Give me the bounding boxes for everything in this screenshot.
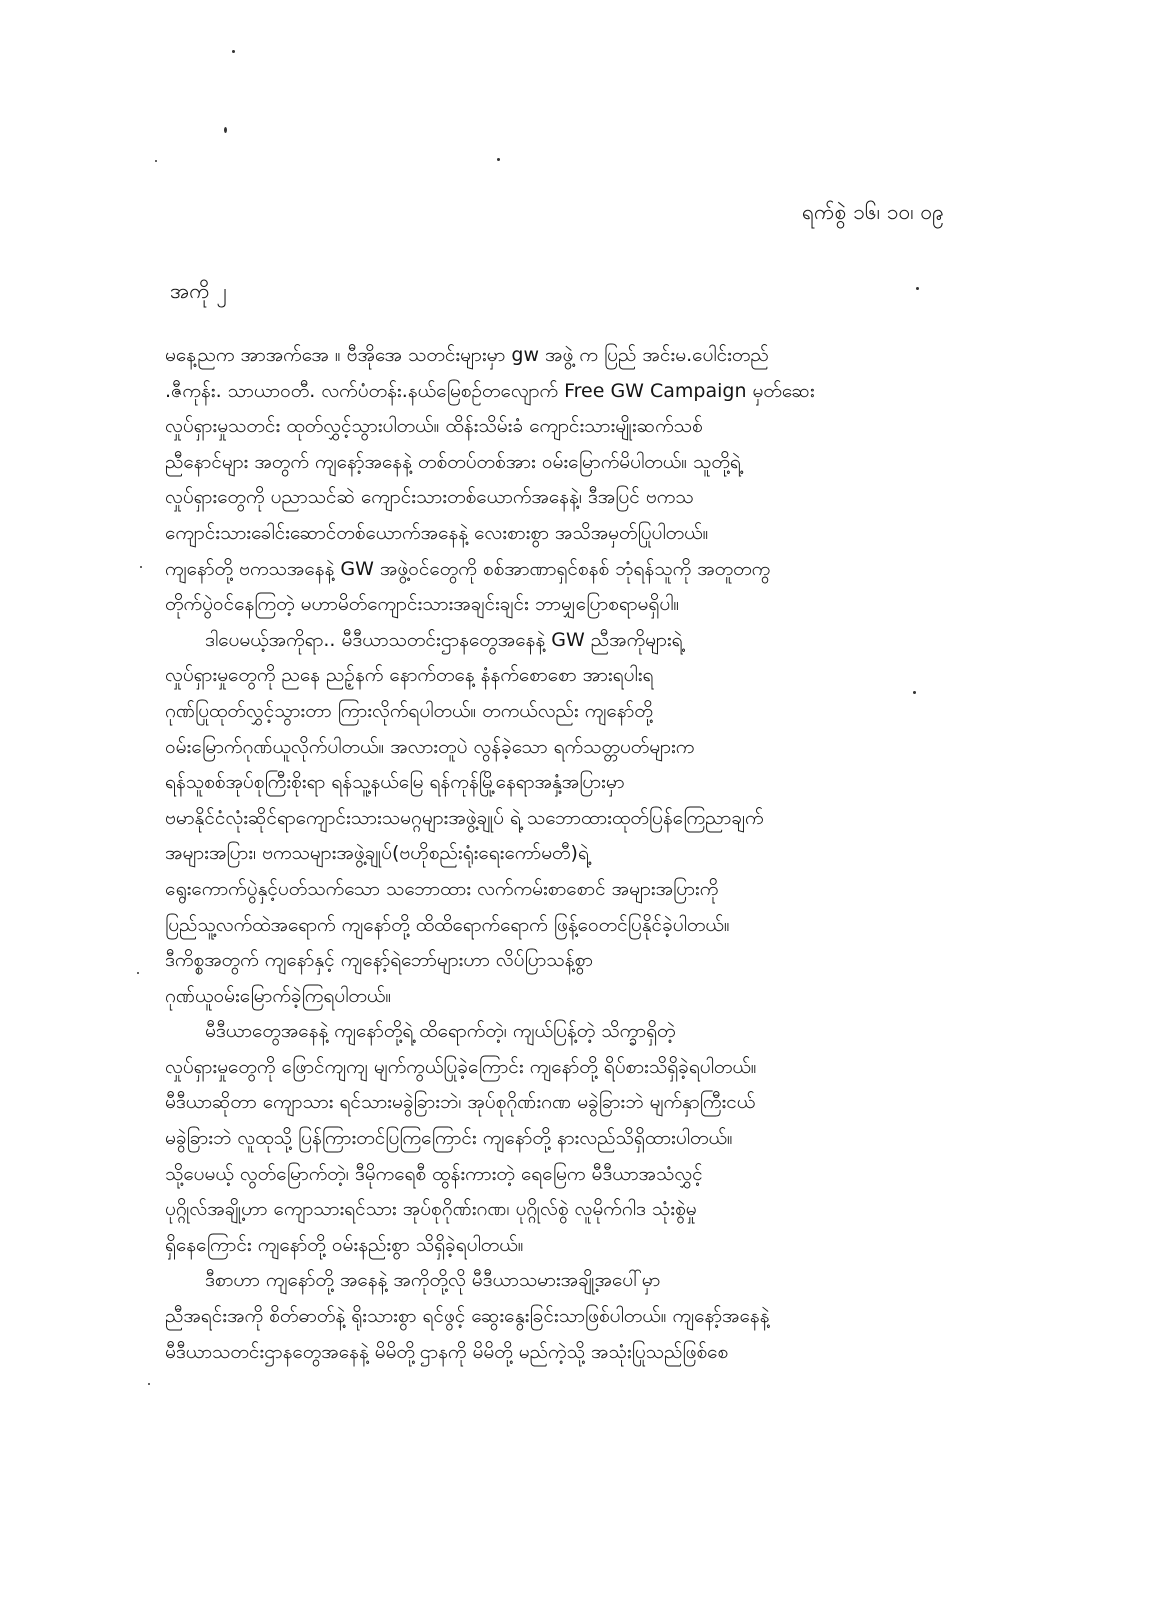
letter-line: တိုက်ပွဲဝင်နေကြတဲ့ မဟာမိတ်ကျောင်းသားအချင်းချင်း ဘာမျှပြောစရာမရှိပါ။ — [165, 593, 680, 616]
scan-speck — [137, 972, 139, 974]
letter-line: အများအပြား၊ ဗကသများအဖွဲ့ချုပ်(ဗဟိုစည်းရုံးရေးကော်မတီ)ရဲ့ — [165, 842, 589, 865]
letter-line: ဂုဏ်ပြုထုတ်လွှင့်သွားတာ ကြားလိုက်ရပါတယ်။ တကယ်လည်း ကျနော်တို့ — [165, 699, 653, 722]
scan-speck — [224, 127, 227, 133]
letter-line: ရန်သူစစ်အုပ်စုကြီးစိုးရာ ရန်သူ့နယ်မြေ ရန်ကုန်မြို့နေရာအနှံ့အပြားမှာ — [165, 771, 625, 794]
letter-line: ဒါပေမယ့်အကိုရာ.. မီဒီယာသတင်းဌာနတွေအနေနဲ့ GW ညီအကိုများရဲ့ — [205, 628, 683, 651]
letter-line: ဒီစာဟာ ကျနော်တို့ အနေနဲ့ အကိုတို့လို မီဒီယာသမားအချို့အပေါ်မှာ — [205, 1269, 661, 1292]
letter-line: ညီနောင်များ အတွက် ကျနော့်အနေနဲ့ တစ်တပ်တစ်အား ဝမ်းမြောက်မိပါတယ်။ သူတို့ရဲ့ — [165, 450, 741, 473]
letter-line: ရွေးကောက်ပွဲနှင့်ပတ်သက်သော သဘောထား လက်ကမ်းစာစောင် အများအပြားကို — [165, 877, 719, 900]
letter-line: ရှိနေကြောင်း ကျနော်တို့ ဝမ်းနည်းစွာ သိရှိခဲ့ရပါတယ်။ — [165, 1233, 524, 1256]
letter-line: လှုပ်ရှားတွေကို ပညာသင်ဆဲ ကျောင်းသားတစ်ယောက်အနေနဲ့၊ ဒီအပြင် ဗကသ — [165, 486, 694, 509]
scan-speck — [140, 566, 142, 568]
letter-line: မနေ့ညက အာအက်အေ ။ ဗီအိုအေ သတင်းများမှာ gw အဖွဲ့ က ပြည် အင်းမ.ပေါင်းတည် — [165, 344, 769, 366]
letter-line: လှုပ်ရှားမှုတွေကို ညနေ ညဥ့်နက် နောက်တနေ့ နံနက်စောစော အားရပါးရ — [165, 664, 654, 687]
letter-line: ဝမ်းမြောက်ဂုဏ်ယူလိုက်ပါတယ်။ အလားတူပဲ လွန်ခဲ့သော ရက်သတ္တပတ်များက — [165, 735, 695, 758]
letter-line: .ဇီကုန်း. သာယာဝတီ. လက်ပံတန်း.နယ်မြေစဉ်တလျောက် Free GW Campaign မှတ်ဆေး — [165, 379, 815, 402]
scan-speck — [148, 1383, 150, 1385]
scan-speck — [913, 691, 916, 694]
letter-line: ညီအရင်းအကို စိတ်ဓာတ်နဲ့ ရိုးသားစွာ ရင်ဖွင့် ဆွေးနွေးခြင်းသာဖြစ်ပါတယ်။ ကျနော့်အနေနဲ့ — [165, 1305, 770, 1328]
letter-line: လှုပ်ရှားမှုတွေကို ဖြောင်ကျကျ မျက်ကွယ်ပြုခဲ့ကြောင်း ကျနော်တို့ ရိပ်စားသိရှိခဲ့ရပါတယ်။ — [165, 1055, 757, 1078]
letter-line: မီဒီယာသတင်းဌာနတွေအနေနဲ့ မိမိတို့ဌာနကို မိမိတို့ မည်ကဲ့သို့ အသုံးပြုသည်ဖြစ်စေ — [165, 1340, 729, 1363]
letter-line: မခွဲခြားဘဲ လူထုသို့ ပြန်ကြားတင်ပြကြကြောင်း ကျနော်တို့ နားလည်သိရှိထားပါတယ်။ — [165, 1127, 733, 1150]
letter-line: ကျောင်းသားခေါင်းဆောင်တစ်ယောက်အနေနဲ့ လေးစားစွာ အသိအမှတ်ပြုပါတယ်။ — [165, 521, 709, 544]
letter-line: လှုပ်ရှားမှုသတင်း ထုတ်လွှင့်သွားပါတယ်။ ထိန်းသိမ်းခံ ကျောင်းသားမျိုးဆက်သစ် — [165, 415, 703, 438]
scan-speck — [232, 50, 235, 53]
scan-speck — [916, 287, 919, 290]
letter-date: ရက်စွဲ ၁၆၊ ၁၀၊ ၀၉ — [802, 200, 944, 224]
letter-line: ဗမာနိုင်ငံလုံးဆိုင်ရာကျောင်းသားသမဂ္ဂများအဖွဲ့ချုပ် ရဲ့ သဘောထားထုတ်ပြန်ကြေညာချက် — [165, 806, 764, 829]
letter-line: သို့ပေမယ့် လွတ်မြောက်တဲ့၊ ဒီမိုကရေစီ ထွန်းကားတဲ့ ရေမြေက မီဒီယာအသံလွှင့် — [165, 1162, 703, 1185]
scan-speck — [155, 160, 157, 162]
scan-speck — [497, 158, 500, 161]
letter-line: ပုဂ္ဂိုလ်အချို့ဟာ ကျောသားရင်သား အုပ်စုဂိုဏ်းဂဏ၊ ပုဂ္ဂိုလ်စွဲ လူမိုက်ဂါဒ သုံးစွဲမှု — [165, 1198, 697, 1221]
letter-line: ကျနော်တို့ ဗကသအနေနဲ့ GW အဖွဲ့ဝင်တွေကို စစ်အာဏာရှင်စနစ် ဘုံရန်သူကို အတူတကွ — [165, 557, 771, 580]
letter-line: ပြည်သူ့လက်ထဲအရောက် ကျနော်တို့ ထိထိရောက်ရောက် ဖြန့်ဝေတင်ပြနိုင်ခဲ့ပါတယ်။ — [165, 913, 730, 936]
letter-line: မီဒီယာဆိုတာ ကျောသား ရင်သားမခွဲခြားဘဲ၊ အုပ်စုဂိုဏ်းဂဏ မခွဲခြားဘဲ မျက်နှာကြီးငယ် — [165, 1091, 756, 1114]
letter-line: ဒီကိစ္စအတွက် ကျနော်နှင့် ကျနော့်ရဲဘော်များဟာ လိပ်ပြာသန့်စွာ — [165, 949, 593, 972]
letter-body — [165, 338, 995, 1370]
letter-line: ဂုဏ်ယူဝမ်းမြောက်ခဲ့ကြရပါတယ်။ — [165, 984, 392, 1007]
letter-line: မီဒီယာတွေအနေနဲ့ ကျနော်တို့ရဲ့ ထိရောက်တဲ့၊ ကျယ်ပြန့်တဲ့ သိက္ခာရှိတဲ့ — [205, 1020, 676, 1043]
letter-salutation: အကို ၂ — [170, 279, 227, 303]
